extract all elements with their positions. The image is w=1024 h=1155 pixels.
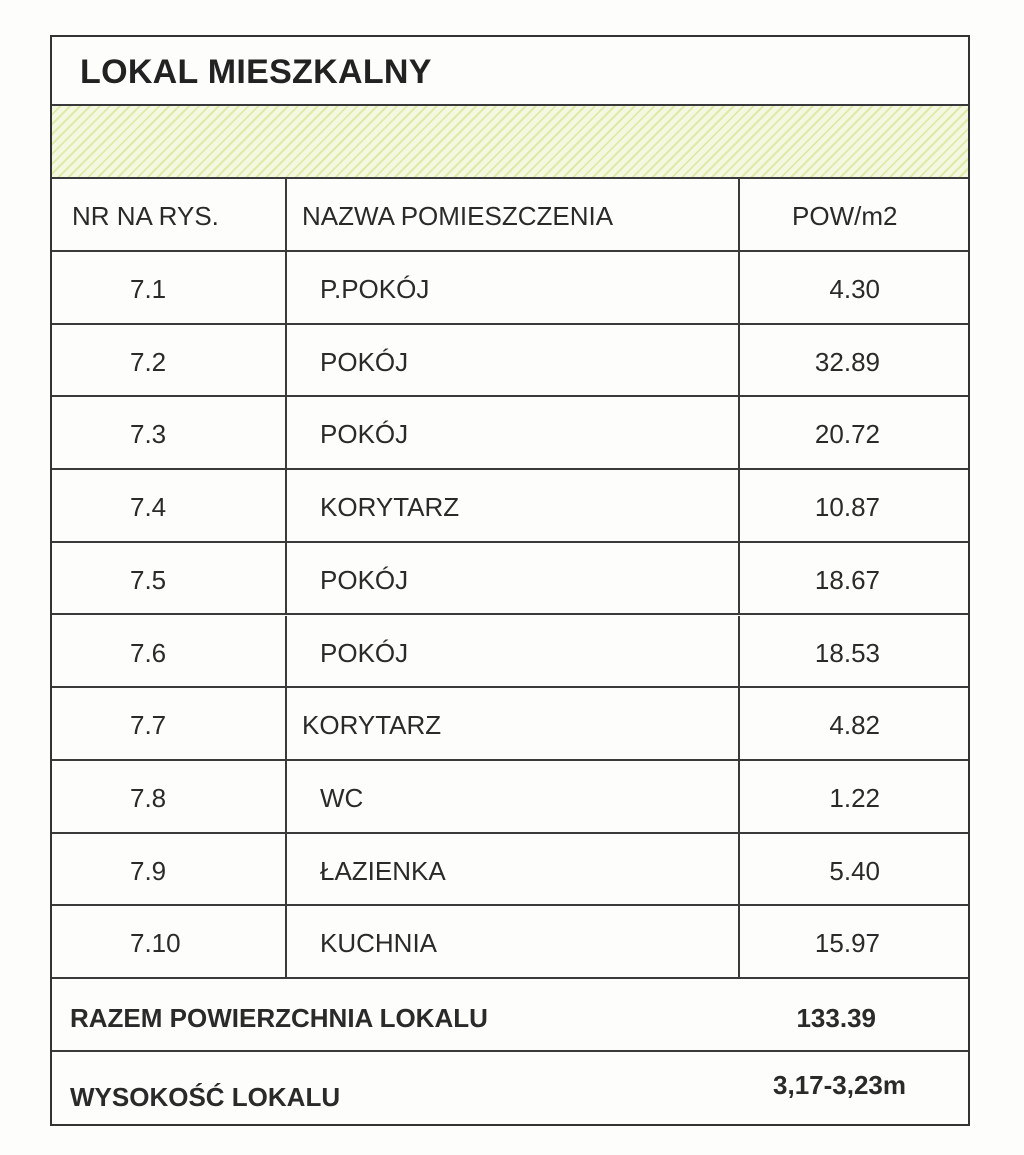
cell-area-text: 20.72 [814,419,880,450]
cell-area [740,470,972,541]
cell-nr-text: 7.9 [130,855,167,886]
table-row [52,252,968,325]
height-value: 3,17-3,23m [773,1070,906,1100]
hatched-color-band [52,106,968,179]
header-row [52,179,968,252]
cell-area-text: 10.87 [814,492,880,523]
cell-name [287,906,740,977]
total-value: 133.39 [796,1003,876,1033]
cell-area-text: 18.53 [814,637,880,668]
cell-nr-text: 7.1 [130,274,167,304]
cell-nr [52,470,287,541]
cell-nr-text: 7.7 [130,710,167,741]
cell-area-text: 1.22 [829,782,880,813]
cell-area [740,761,972,832]
cell-name [287,397,740,468]
cell-name [287,688,740,759]
cell-nr [52,688,287,759]
cell-name-text: POKÓJ [320,419,409,450]
height-row [52,1052,968,1124]
cell-area [740,543,972,614]
table-row [52,325,968,398]
cell-name [287,834,740,905]
cell-area-text: 18.67 [814,564,880,595]
cell-nr [52,616,287,687]
cell-area [740,397,972,468]
header-nr-label: NR NA RYS. [72,201,219,231]
cell-area [740,906,972,977]
cell-nr-text: 7.3 [130,419,167,450]
cell-name [287,470,740,541]
cell-area [740,688,972,759]
cell-nr [52,325,287,396]
cell-area-text: 4.82 [829,710,880,741]
table-row [52,688,968,761]
total-row [52,979,968,1052]
cell-nr-text: 7.4 [130,492,167,523]
cell-name-text: POKÓJ [320,346,409,377]
table-row [52,616,968,689]
cell-name-text: KUCHNIA [320,928,438,959]
cell-nr-text: 7.8 [130,782,167,813]
cell-area-text: 5.40 [829,855,880,886]
table-title-row [52,37,968,106]
cell-nr [52,252,287,323]
cell-area [740,252,972,323]
cell-area [740,616,972,687]
height-label: WYSOKOŚĆ LOKALU [70,1082,341,1112]
total-label: RAZEM POWIERZCHNIA LOKALU [70,1003,488,1033]
cell-name [287,252,740,323]
header-nr [52,179,287,250]
cell-nr-text: 7.10 [130,928,181,959]
cell-nr [52,906,287,977]
cell-nr [52,543,287,614]
cell-nr-text: 7.6 [130,637,167,668]
cell-nr [52,397,287,468]
room-area-table [50,35,970,1126]
cell-area [740,325,972,396]
cell-name [287,325,740,396]
cell-name [287,543,740,614]
cell-name-text: ŁAZIENKA [320,855,446,886]
table-row [52,397,968,470]
table-title: LOKAL MIESZKALNY [80,53,432,91]
header-name [287,179,740,250]
cell-area-text: 15.97 [814,928,880,959]
table-row [52,470,968,543]
cell-name-text: POKÓJ [320,637,409,668]
header-area-label: POW/m2 [792,201,898,231]
cell-nr [52,761,287,832]
cell-area-text: 4.30 [829,274,880,304]
header-name-label: NAZWA POMIESZCZENIA [302,201,614,231]
cell-name [287,616,740,687]
table-row [52,834,968,907]
cell-area [740,834,972,905]
cell-name-text: WC [320,782,364,813]
header-area [740,179,972,250]
table-row [52,543,968,616]
table-row [52,761,968,834]
cell-name [287,761,740,832]
table-row [52,906,968,979]
cell-area-text: 32.89 [814,346,880,377]
cell-nr [52,834,287,905]
cell-nr-text: 7.2 [130,346,167,377]
cell-nr-text: 7.5 [130,564,167,595]
cell-name-text: P.POKÓJ [320,274,430,304]
cell-name-text: POKÓJ [320,564,409,595]
cell-name-text: KORYTARZ [302,710,442,741]
cell-name-text: KORYTARZ [320,492,460,523]
